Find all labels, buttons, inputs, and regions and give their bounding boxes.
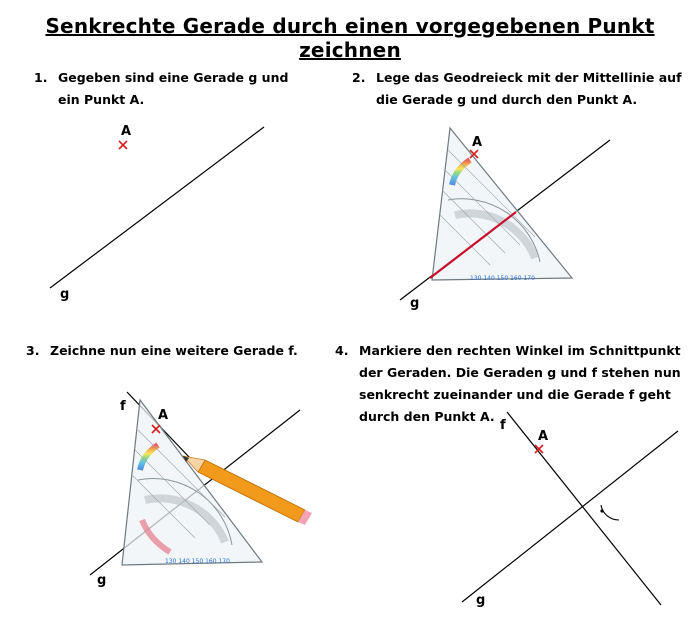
step-text-line: Gegeben sind eine Gerade g und	[58, 70, 289, 85]
step-text-line: durch den Punkt A.	[359, 409, 495, 424]
step-text-line: senkrecht zueinander und die Gerade f geht	[359, 387, 671, 402]
panel-3-figure	[90, 392, 312, 588]
page-title: Senkrechte Gerade durch einen vorgegebenen Punkt zeichnen	[45, 14, 655, 62]
point-a-label: A	[158, 408, 169, 423]
step-number: 4.	[335, 343, 349, 358]
point-a-label: A	[538, 429, 549, 444]
line-f-label: f	[500, 418, 506, 433]
step-text-line: die Gerade g und durch den Punkt A.	[376, 92, 638, 107]
step-text-line: ein Punkt A.	[58, 92, 145, 107]
svg-text:130 140 150 160 170: 130 140 150 160 170	[165, 558, 230, 565]
line-f	[507, 412, 661, 605]
right-angle-arc	[601, 505, 619, 520]
line-f-label: f	[120, 399, 126, 414]
step-number: 3.	[26, 343, 40, 358]
panel-1-figure	[50, 124, 264, 302]
line-g	[462, 431, 678, 602]
line-g-label: g	[410, 296, 420, 311]
panel-2-figure	[400, 128, 610, 311]
right-angle-dot	[600, 509, 603, 512]
point-a-mark	[119, 141, 127, 149]
step-number: 1.	[34, 70, 48, 85]
step-text-line: Zeichne nun eine weitere Gerade f.	[50, 343, 298, 358]
svg-text:130 140 150 160 170: 130 140 150 160 170	[470, 275, 535, 282]
line-g-label: g	[97, 573, 107, 588]
panel-4-figure	[462, 412, 678, 608]
line-g-label: g	[476, 593, 486, 608]
step-text-line: Lege das Geodreieck mit der Mittellinie auf	[376, 70, 682, 85]
geodreieck	[432, 128, 572, 282]
line-g-label: g	[60, 287, 70, 302]
line-g	[50, 127, 264, 288]
point-a-label: A	[121, 124, 132, 139]
step-text-line: Markiere den rechten Winkel im Schnittpunkt	[359, 343, 681, 358]
step-text-line: der Geraden. Die Geraden g und f stehen nun	[359, 365, 681, 380]
step-number: 2.	[352, 70, 366, 85]
point-a-label: A	[472, 135, 483, 150]
